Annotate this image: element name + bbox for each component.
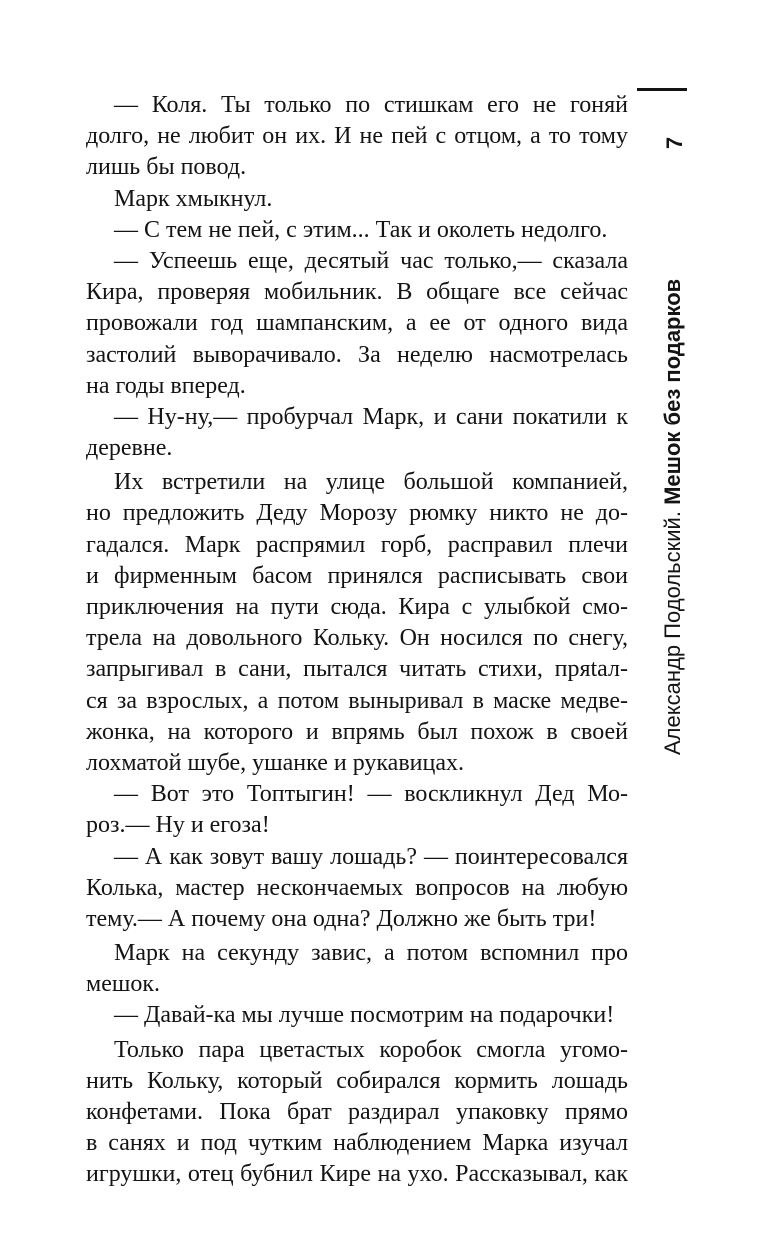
text-line: игрушки, отец бубнил Кире на ухо. Рассказывал, как xyxy=(86,1161,628,1188)
text-line: конфетами. Пока брат раздирал упаковку прямо xyxy=(86,1099,628,1125)
text-line: в санях и под чутким наблюдением Марка изучал xyxy=(86,1130,628,1157)
text-line: долго, не любит он их. И не пей с отцом, а то тому xyxy=(86,123,628,150)
text-line: — Давай-ка мы лучше посмотрим на подарочки! xyxy=(114,1002,615,1029)
text-line: жонка, на которого и впрямь был похож в своей xyxy=(86,718,628,745)
text-line: на годы вперед. xyxy=(86,372,246,399)
text-line: — Коля. Ты только по стишкам его не гоняй xyxy=(114,92,628,118)
header-rule xyxy=(637,88,687,91)
text-line: трела на довольного Кольку. Он носился по снегу, xyxy=(86,625,628,652)
text-line: ся за взрослых, а потом выныривал в маске медве- xyxy=(86,687,628,714)
text-line: — Успеешь еще, десятый час только,— сказала xyxy=(114,247,628,274)
text-line: лишь бы повод. xyxy=(86,154,247,181)
text-line: — Вот это Топтыгин! — воскликнул Дед Мо- xyxy=(114,781,628,808)
text-line: застолий выворачивало. За неделю насмотрелась xyxy=(86,341,628,368)
text-line: тему.— А почему она одна? Должно же быть три! xyxy=(86,905,597,932)
text-line: Только пара цветастых коробок смогла угомо- xyxy=(114,1036,628,1063)
text-line: мешок. xyxy=(86,971,160,998)
text-line: приключения на пути сюда. Кира с улыбкой смо- xyxy=(86,594,628,620)
text-line: — Ну-ну,— пробурчал Марк, и сани покатили к xyxy=(114,403,628,430)
text-line: Марк хмыкнул. xyxy=(114,185,273,212)
text-line: — С тем не пей, с этим... Так и околеть недолго. xyxy=(114,216,608,243)
text-line: лохматой шубе, ушанке и рукавицах. xyxy=(86,749,464,776)
running-head-title: Мешок без подарков xyxy=(660,278,685,505)
text-line: Кира, проверяя мобильник. В общаге все сейчас xyxy=(86,279,628,306)
text-line: деревне. xyxy=(86,435,173,462)
text-line: Марк на секунду завис, а потом вспомнил про xyxy=(114,940,628,967)
text-line: запрыгивал в сани, пытался читать стихи, пряtал- xyxy=(86,656,628,683)
running-head xyxy=(658,235,688,755)
running-head-author: Александр Подольский. xyxy=(660,511,685,755)
page-number: 7 xyxy=(662,136,687,150)
text-line: — А как зовут вашу лошадь? — поинтересовался xyxy=(114,843,628,870)
text-line: Колька, мастер нескончаемых вопросов на любую xyxy=(86,874,628,901)
text-line: гадался. Марк распрямил горб, расправил плечи xyxy=(86,531,628,558)
text-line: но предложить Деду Морозу рюмку никто не до- xyxy=(86,500,628,527)
text-line: роз.— Ну и егоза! xyxy=(86,812,270,839)
text-line: провожали год шампанским, а ее от одного вида xyxy=(86,310,628,337)
text-line: нить Кольку, который собирался кормить лошадь xyxy=(86,1067,628,1094)
text-line: и фирменным басом принялся расписывать свои xyxy=(86,562,628,589)
body-text xyxy=(86,90,628,1191)
text-line: Их встретили на улице большой компанией, xyxy=(114,469,628,496)
